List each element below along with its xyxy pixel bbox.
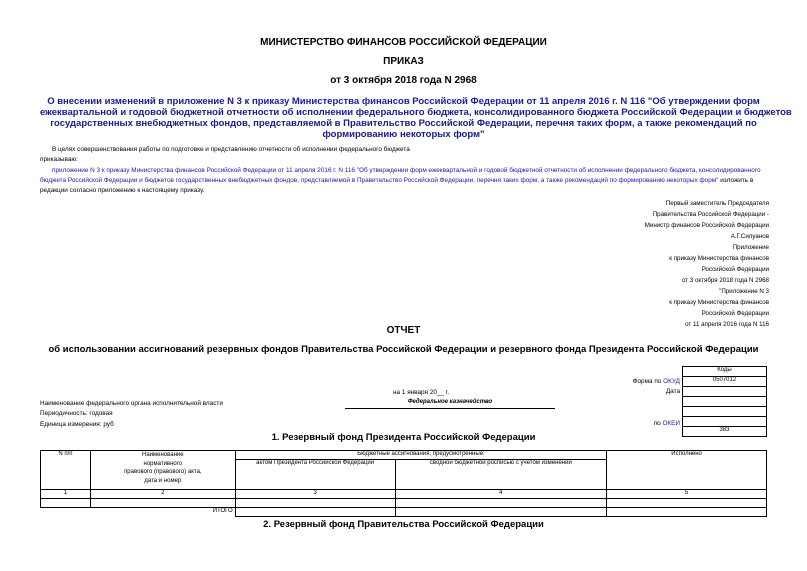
signature-line: А.Г.Силуанов (730, 233, 769, 240)
agency-value: Федеральное казначейство (407, 399, 493, 405)
codes-table (682, 366, 767, 437)
col-index: 5 (607, 490, 767, 499)
report-title: ОТЧЕТ (386, 325, 421, 336)
okud-label (560, 378, 680, 385)
cell (235, 508, 395, 517)
appendix-line: к приказу Министерства финансов (669, 299, 769, 306)
okud-label-text: Форма по (632, 378, 664, 385)
okei-value: 383 (683, 427, 767, 437)
doc-date-number: от 3 октября 2018 года N 2968 (330, 75, 477, 86)
cell (395, 499, 607, 508)
order-body-suffix: изложить в редакции согласно приложению к настоящему приказу. (40, 177, 754, 194)
table-row (41, 499, 767, 508)
agency-underline (345, 408, 555, 409)
okei-label (560, 420, 680, 427)
order-body-link[interactable]: приложение N 3 к приказу Министерства финансов Российской Федерации от 11 апреля 2016 г. N 116 "Об утверждении форм ежеквартальной и годовой бюджетной отчетности об исполнении федерального бюджета, консолидированного бюджета Российской Федерации и бюджетов государственных внебюджетных фондов, представляемой в Правительство Российской Федерации, перечня таких форм, а также рекомендаций по формированию некоторых форм" (40, 167, 761, 184)
preamble: В целях совершенствования работы по подготовке и представлению отчетности об исполнении федерального бюджета (52, 146, 410, 153)
appendix-line: к приказу Министерства финансов (669, 255, 769, 262)
order-word: приказываю: (40, 156, 78, 163)
total-label: ИТОГО (212, 508, 233, 514)
agency-label: Наименование федерального органа исполнительной власти (40, 400, 223, 407)
codes-header: Коды (683, 367, 767, 377)
okei-link[interactable]: ОКЕИ (662, 420, 680, 427)
col-name-line: Наименование (142, 452, 184, 458)
col-name-line: правового (правового) акта, (124, 469, 202, 475)
ministry-title: МИНИСТЕРСТВО ФИНАНСОВ РОССИЙСКОЙ ФЕДЕРАЦИИ (260, 37, 547, 48)
section1-table (40, 450, 767, 517)
col-budget: Бюджетные ассигнования, предусмотренные: (235, 451, 606, 460)
appendix-line: Приложение (732, 244, 769, 251)
cell (235, 499, 395, 508)
cell (607, 508, 767, 517)
date-label: Дата (665, 388, 680, 395)
cell (607, 499, 767, 508)
subject-prefix: О внесении изменений в приложение N 3 к (47, 96, 252, 107)
code-empty-3 (683, 417, 767, 427)
col-done: Исполнено (607, 451, 767, 490)
doc-subject (40, 96, 792, 140)
total-row (41, 508, 767, 517)
col-act: актом Президента Российской Федерации (235, 460, 395, 490)
appendix-line: Российской Федерации (701, 310, 769, 317)
subject-link[interactable]: приказу Министерства финансов Российской Федерации от 11 апреля 2016 г. N 116 (251, 96, 646, 107)
code-empty-2 (683, 407, 767, 417)
appendix-line: Российской Федерации (701, 266, 769, 273)
col-num: N п/п (41, 451, 91, 490)
signature-line: Первый заместитель Председателя (665, 200, 769, 207)
col-name (90, 451, 235, 490)
subject-suffix: "Об утверждении форм (645, 96, 760, 107)
code-empty-1 (683, 397, 767, 407)
col-name-line: нормативного (143, 460, 183, 467)
section2-title: 2. Резервный фонд Правительства Российской Федерации (263, 519, 544, 530)
col-index: 2 (90, 490, 235, 499)
okud-value: 0507012 (683, 377, 767, 387)
cell (395, 508, 607, 517)
report-subtitle: об использовании ассигнований резервных фондов Правительства Российской Федерации и резервного фонда Президента Российской Федерации (48, 344, 759, 355)
okud-link[interactable]: ОКУД (663, 378, 680, 385)
signature-line: Министр финансов Российской Федерации (644, 222, 769, 229)
appendix-line: от 3 октября 2018 года N 2968 (681, 277, 769, 284)
col-name-line: дата и номер (144, 477, 182, 484)
col-schedule: сводной бюджетной росписью с учетом изменений (395, 460, 607, 490)
col-index: 3 (235, 490, 395, 499)
signature-line: Правительства Российской Федерации - (652, 211, 769, 218)
doc-type: ПРИКАЗ (383, 56, 424, 67)
subject-line-2: ежеквартальной и годовой бюджетной отчетности об исполнении федерального бюджета, консолидированного бюджета Российской Федерации и бюджетов (40, 107, 792, 118)
periodicity: Периодичность: годовая (40, 410, 113, 417)
unit: Единица измерения: руб (40, 421, 114, 428)
okei-label-text: по (653, 420, 663, 427)
date-value (683, 387, 767, 397)
cell (41, 499, 91, 508)
cell (90, 499, 235, 508)
subject-line-3: государственных внебюджетных фондов, представляемой в Правительство Российской Федерации, перечня таких форм, а также рекомендаций по (50, 118, 757, 129)
section1-title: 1. Резервный фонд Президента Российской Федерации (271, 432, 536, 443)
order-body (40, 166, 767, 196)
appendix-line: от 11 апреля 2016 года N 116 (685, 321, 769, 328)
col-index: 1 (41, 490, 91, 499)
subject-line-4: формированию некоторых форм" (322, 129, 485, 140)
as-of-date: на 1 января 20__ г. (393, 389, 450, 396)
cell (41, 508, 91, 517)
appendix-line: "Приложение N 3 (719, 288, 769, 295)
col-index: 4 (395, 490, 607, 499)
